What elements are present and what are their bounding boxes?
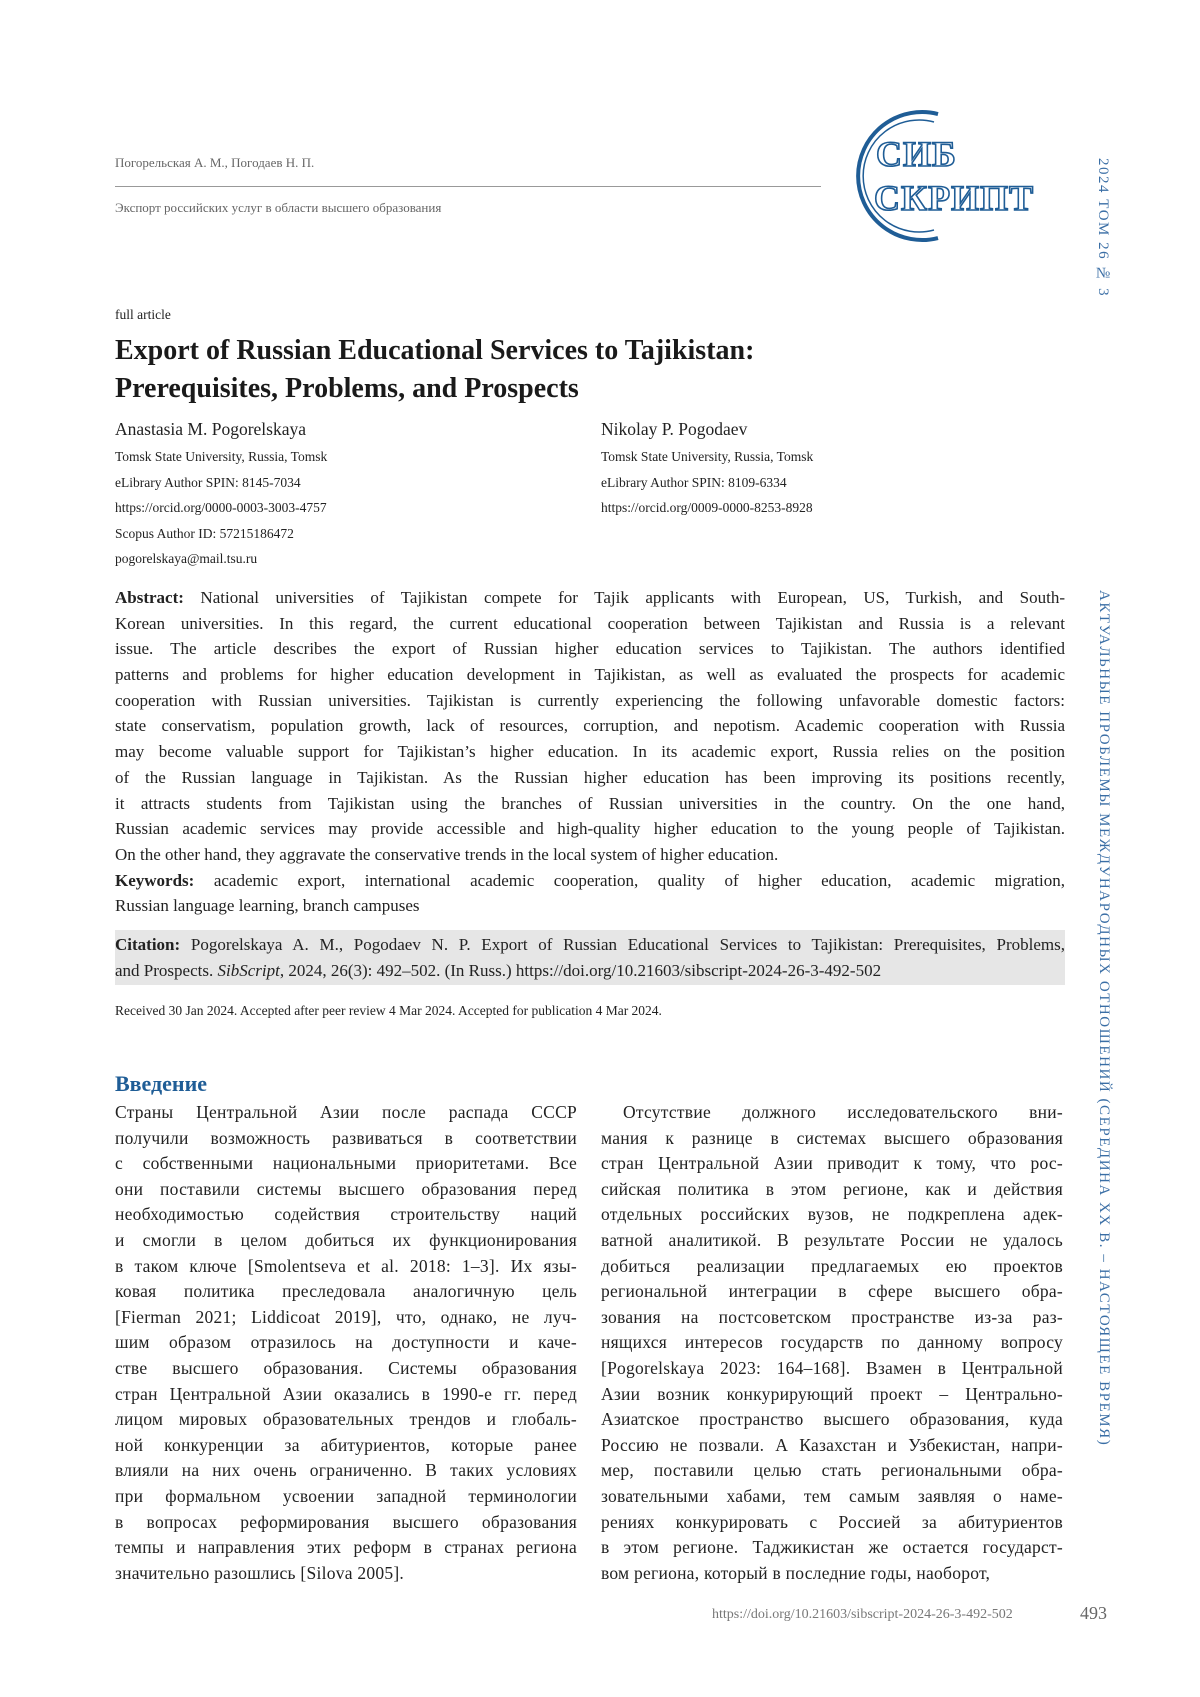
paragraph-line bbox=[115, 1100, 577, 1126]
abstract-line bbox=[115, 739, 1065, 765]
abstract-line-text: of the Russian language in Tajikistan. As the Russian higher education has been improving its positions recently, bbox=[115, 768, 1065, 787]
citation-label: Citation: bbox=[115, 935, 180, 954]
abstract-line-text: Russian academic services may provide accessible and high-quality higher education to the young people of Tajikistan. bbox=[115, 819, 1065, 838]
paragraph-line-text: ной конкуренции за абитуриентов, которые ранее bbox=[115, 1435, 577, 1455]
author-affiliation: Tomsk State University, Russia, Tomsk bbox=[115, 444, 327, 470]
paragraph-line-text: шим образом отразилось на доступности и каче- bbox=[115, 1332, 577, 1352]
paragraph-line-text: в таком ключе [Smolentseva et al. 2018: 1–3]. Их язы- bbox=[115, 1256, 577, 1276]
paragraph-line-text: региональной интеграции в сфере высшего обра- bbox=[601, 1281, 1063, 1301]
keywords-line-text: Russian language learning, branch campuses bbox=[115, 896, 420, 915]
paragraph-line-text: зовательными хабами, тем самым заявляя о наме- bbox=[601, 1486, 1063, 1506]
citation-journal: SibScript bbox=[217, 961, 279, 980]
paragraph-line bbox=[601, 1202, 1063, 1228]
keywords-line bbox=[115, 868, 1065, 894]
author-scopus-id: Scopus Author ID: 57215186472 bbox=[115, 521, 327, 547]
abstract-line-text: issue. The article describes the export of Russian higher education services to Tajikistan. The authors identified bbox=[115, 639, 1065, 658]
paragraph-line-text: мер, поставили целью стать региональными обра- bbox=[601, 1460, 1063, 1480]
paragraph-line-text: в вопросах реформирования высшего образования bbox=[115, 1512, 577, 1532]
paragraph-line bbox=[115, 1151, 577, 1177]
volume-label: 2024 ТОМ 26 № 3 bbox=[1094, 158, 1111, 297]
body-column-right bbox=[601, 1100, 1063, 1586]
paragraph-line bbox=[601, 1151, 1063, 1177]
paragraph-line-text: Отсутствие должного исследовательского вни- bbox=[623, 1102, 1063, 1122]
keywords-label: Keywords: bbox=[115, 871, 194, 890]
paragraph-line-text: зования на постсоветском пространстве из-за раз- bbox=[601, 1307, 1063, 1327]
abstract-line-text: patterns and problems for higher education development in Tajikistan, as well as evaluated the prospects for academic bbox=[115, 665, 1065, 684]
paragraph-line-text: с собственными национальными приоритетами. Все bbox=[115, 1153, 577, 1173]
paragraph-line bbox=[115, 1126, 577, 1152]
paragraph-line bbox=[115, 1228, 577, 1254]
paragraph-line-text: стран Центральной Азии оказались в 1990-е гг. перед bbox=[115, 1384, 577, 1404]
abstract-line bbox=[115, 816, 1065, 842]
abstract-label: Abstract: bbox=[115, 588, 184, 607]
paragraph-line bbox=[601, 1177, 1063, 1203]
keywords-line bbox=[115, 893, 1065, 919]
paragraph-line bbox=[601, 1279, 1063, 1305]
paragraph-line-text: они поставили системы высшего образования перед bbox=[115, 1179, 577, 1199]
paragraph-line-text: лицом мировых образовательных трендов и глобаль- bbox=[115, 1409, 577, 1429]
citation-text: and Prospects. bbox=[115, 961, 217, 980]
paragraph-line bbox=[115, 1484, 577, 1510]
paragraph-line bbox=[115, 1305, 577, 1331]
paragraph-line bbox=[601, 1433, 1063, 1459]
abstract-line-text: Korean universities. In this regard, the current educational cooperation between Tajikistan and Russia is a relevant bbox=[115, 614, 1065, 633]
paragraph-line bbox=[601, 1535, 1063, 1561]
paragraph-line bbox=[601, 1228, 1063, 1254]
paragraph-line bbox=[601, 1561, 1063, 1587]
title-line: Prerequisites, Problems, and Prospects bbox=[115, 370, 754, 408]
received-dates: Received 30 Jan 2024. Accepted after peer review 4 Mar 2024. Accepted for publication 4 Mar 2024. bbox=[115, 1003, 662, 1019]
paragraph-line-text: мания к разнице в системах высшего образования bbox=[601, 1128, 1063, 1148]
abstract-line-text: it attracts students from Tajikistan using the branches of Russian universities in the country. On the one hand, bbox=[115, 794, 1065, 813]
paragraph-line-text: сийская политика в этом регионе, как и действия bbox=[601, 1179, 1063, 1199]
author-name: Nikolay P. Pogodaev bbox=[601, 419, 813, 440]
abstract-line bbox=[115, 585, 1065, 611]
paragraph-line bbox=[115, 1407, 577, 1433]
paragraph-line-text: [Fierman 2021; Liddicoat 2019], что, однако, не луч- bbox=[115, 1307, 577, 1327]
abstract-line bbox=[115, 765, 1065, 791]
running-title: Экспорт российских услуг в области высшего образования bbox=[115, 200, 441, 216]
logo-text-script: СКРИПТ bbox=[874, 178, 1034, 218]
title-line: Export of Russian Educational Services to Tajikistan: bbox=[115, 332, 754, 370]
running-authors: Погорельская А. М., Погодаев Н. П. bbox=[115, 155, 314, 171]
paragraph-line bbox=[601, 1254, 1063, 1280]
body-column-left bbox=[115, 1100, 577, 1586]
sibscript-logo bbox=[838, 106, 1068, 246]
paragraph-line bbox=[115, 1202, 577, 1228]
paragraph-line-text: влияли на них очень ограниченно. В таких условиях bbox=[115, 1460, 577, 1480]
paragraph-line-text: необходимостью содействия строительству наций bbox=[115, 1204, 577, 1224]
paragraph-line-text: и смогли в целом добиться их функционирования bbox=[115, 1230, 577, 1250]
paragraph-line bbox=[115, 1433, 577, 1459]
paragraph-line bbox=[115, 1535, 577, 1561]
abstract-line bbox=[115, 611, 1065, 637]
paragraph-line bbox=[115, 1382, 577, 1408]
paragraph-line bbox=[115, 1356, 577, 1382]
paragraph-line bbox=[601, 1100, 1063, 1126]
paragraph-line bbox=[115, 1510, 577, 1536]
abstract-line-text: On the other hand, they aggravate the conservative trends in the local system of higher education. bbox=[115, 845, 778, 864]
paragraph-line-text: Азиатское пространство высшего образования, куда bbox=[601, 1409, 1063, 1429]
footer-doi-link[interactable]: https://doi.org/10.21603/sibscript-2024-26-3-492-502 bbox=[712, 1607, 1013, 1623]
abstract-line-text: state conservatism, population growth, lack of resources, corruption, and nepotism. Academic cooperation with Russia bbox=[115, 716, 1065, 735]
section-heading: Введение bbox=[115, 1071, 207, 1097]
paragraph-line bbox=[115, 1561, 577, 1587]
paragraph-line bbox=[601, 1510, 1063, 1536]
paragraph-line bbox=[601, 1356, 1063, 1382]
paragraph-line bbox=[115, 1330, 577, 1356]
author-block-1 bbox=[115, 419, 327, 572]
paragraph-line bbox=[601, 1382, 1063, 1408]
author-email-link[interactable]: pogorelskaya@mail.tsu.ru bbox=[115, 546, 327, 572]
paragraph-line-text: Страны Центральной Азии после распада СССР bbox=[115, 1102, 577, 1122]
paragraph-line bbox=[115, 1254, 577, 1280]
keywords-line-text: academic export, international academic cooperation, quality of higher education, academic migration, bbox=[194, 871, 1065, 890]
paragraph-line bbox=[601, 1126, 1063, 1152]
logo-text-sib: СИБ bbox=[876, 134, 957, 174]
paragraph-line bbox=[601, 1305, 1063, 1331]
header-divider bbox=[115, 186, 821, 187]
paragraph-line-text: вом региона, который в последние годы, наоборот, bbox=[601, 1563, 990, 1583]
abstract-line-text: may become valuable support for Tajikistan’s higher education. In its academic export, Russia relies on the position bbox=[115, 742, 1065, 761]
paragraph-line bbox=[601, 1330, 1063, 1356]
paragraph-line-text: рениях конкурировать с Россией за абитуриентов bbox=[601, 1512, 1063, 1532]
paragraph-line bbox=[115, 1458, 577, 1484]
author-block-2 bbox=[601, 419, 813, 521]
paragraph-line-text: нящихся интересов государств по данному вопросу bbox=[601, 1332, 1063, 1352]
paragraph-line bbox=[601, 1484, 1063, 1510]
author-orcid-link[interactable]: https://orcid.org/0000-0003-3003-4757 bbox=[115, 495, 327, 521]
paragraph-line-text: при формальном усвоении западной терминологии bbox=[115, 1486, 577, 1506]
paragraph-line-text: в этом регионе. Таджикистан же остается государст- bbox=[601, 1537, 1063, 1557]
abstract-line bbox=[115, 842, 1065, 868]
citation-box bbox=[115, 930, 1065, 985]
abstract-line bbox=[115, 713, 1065, 739]
author-name: Anastasia M. Pogorelskaya bbox=[115, 419, 327, 440]
paragraph-line bbox=[601, 1458, 1063, 1484]
author-affiliation: Tomsk State University, Russia, Tomsk bbox=[601, 444, 813, 470]
abstract-line bbox=[115, 662, 1065, 688]
paragraph-line bbox=[115, 1279, 577, 1305]
paragraph-line-text: получили возможность развиваться в соответствии bbox=[115, 1128, 577, 1148]
page-number: 493 bbox=[1080, 1603, 1107, 1624]
abstract-line bbox=[115, 636, 1065, 662]
paragraph-line bbox=[601, 1407, 1063, 1433]
author-orcid-link[interactable]: https://orcid.org/0009-0000-8253-8928 bbox=[601, 495, 813, 521]
abstract-line bbox=[115, 791, 1065, 817]
article-type: full article bbox=[115, 307, 171, 323]
citation-line bbox=[115, 958, 1065, 984]
abstract-line-text: National universities of Tajikistan compete for Tajik applicants with European, US, Turkish, and South- bbox=[184, 588, 1065, 607]
journal-section-label: АКТУАЛЬНЫЕ ПРОБЛЕМЫ МЕЖДУНАРОДНЫХ ОТНОШЕНИЙ (СЕРЕДИНА XX В. – НАСТОЯЩЕЕ ВРЕМЯ) bbox=[1095, 590, 1112, 1446]
citation-line bbox=[115, 932, 1065, 958]
paragraph-line-text: значительно разошлись [Silova 2005]. bbox=[115, 1563, 404, 1583]
abstract-line bbox=[115, 688, 1065, 714]
paragraph-line-text: ватной аналитикой. В результате России не удалось bbox=[601, 1230, 1063, 1250]
paragraph-line-text: стве высшего образования. Системы образования bbox=[115, 1358, 577, 1378]
article-title bbox=[115, 332, 754, 408]
paragraph-line-text: темпы и направления этих реформ в странах региона bbox=[115, 1537, 577, 1557]
paragraph-line-text: добиться реализации предлагаемых ею проектов bbox=[601, 1256, 1063, 1276]
author-spin: eLibrary Author SPIN: 8109-6334 bbox=[601, 470, 813, 496]
citation-doi-link[interactable]: , 2024, 26(3): 492–502. (In Russ.) https://doi.org/10.21603/sibscript-2024-26-3-492-502 bbox=[280, 961, 881, 980]
paragraph-line bbox=[115, 1177, 577, 1203]
abstract-line-text: cooperation with Russian universities. Tajikistan is currently experiencing the following unfavorable domestic factors: bbox=[115, 691, 1065, 710]
paragraph-line-text: ковая политика преследовала аналогичную цель bbox=[115, 1281, 577, 1301]
abstract bbox=[115, 585, 1065, 919]
paragraph-line-text: отдельных российских вузов, не подкреплена адек- bbox=[601, 1204, 1063, 1224]
citation-text: Pogorelskaya A. M., Pogodaev N. P. Export of Russian Educational Services to Tajikistan: Prerequisites, Problems, bbox=[180, 935, 1065, 954]
author-spin: eLibrary Author SPIN: 8145-7034 bbox=[115, 470, 327, 496]
paragraph-line-text: Азии возник конкурирующий проект – Центрально- bbox=[601, 1384, 1063, 1404]
paragraph-line-text: стран Центральной Азии приводит к тому, что рос- bbox=[601, 1153, 1063, 1173]
paragraph-line-text: Россию не позвали. А Казахстан и Узбекистан, напри- bbox=[601, 1435, 1063, 1455]
paragraph-line-text: [Pogorelskaya 2023: 164–168]. Взамен в Центральной bbox=[601, 1358, 1063, 1378]
